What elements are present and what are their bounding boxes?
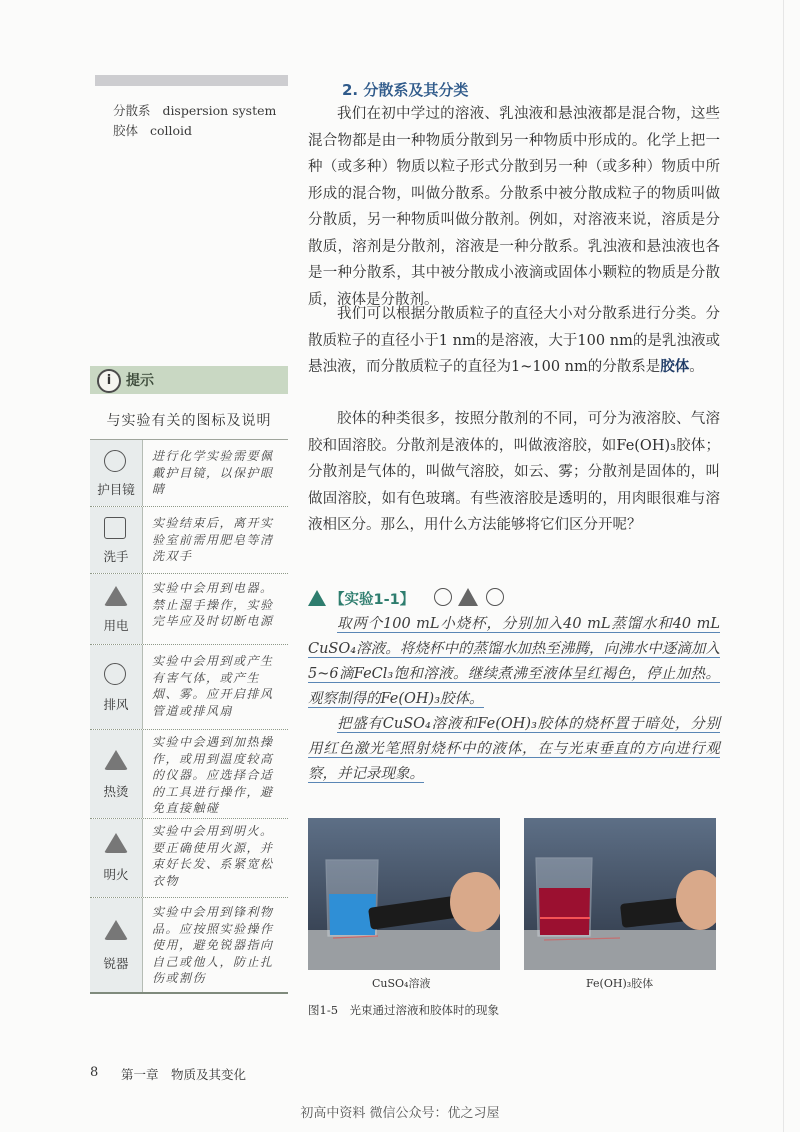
info-icon: i xyxy=(97,369,121,393)
experiment-title: 【实验1-1】 xyxy=(330,592,415,608)
tips-row-text: 实验中会用到电器。禁止湿手操作，实验完毕应及时切断电源 xyxy=(152,581,274,628)
tips-row-label: 洗手 xyxy=(103,549,129,564)
wash-hands-icon xyxy=(486,588,504,606)
tips-row-text: 实验中会用到锋利物品。应按照实验操作使用，避免锐器指向自己或他人，防止扎伤或割伤 xyxy=(152,905,274,985)
goggles-icon xyxy=(434,588,452,606)
tips-row-open-flame xyxy=(90,819,288,898)
term-colloid: 胶体 xyxy=(660,358,690,375)
paragraph-1: 我们在初中学过的溶液、乳浊液和悬浊液都是混合物，这些混合物都是由一种物质分散到另一种物质中形成的。化学上把一种（或多种）物质以粒子形式分散到另一种（或多种）物质中所形成的混合物，叫做分散系。分散系中被分散成粒子的物质叫做分散质，另一种物质叫做分散剂。例如，对溶液来说，溶质是分散质，溶剂是分散剂，溶液是一种分散系。乳浊液和悬浊液也各是一种分散系，其中被分散成小液滴或固体小颗粒的物质是分散质，液体是分散剂。 xyxy=(308,106,720,308)
tips-row-electricity xyxy=(90,574,288,645)
ventilation-icon xyxy=(104,663,126,685)
divider xyxy=(90,992,288,994)
watermark: 初高中资料 微信公众号：优之习屋 xyxy=(300,1106,500,1121)
open-flame-icon xyxy=(104,833,128,853)
paragraph-2-end: 。 xyxy=(689,359,704,375)
experiment-step-1-text: 取两个100 mL小烧杯，分别加入40 mL蒸馏水和40 mL CuSO₄溶液。将烧杯中的蒸馏水加热至沸腾，向沸水中逐滴加入5~6滴FeCl₃饱和溶液。继续煮沸至液体呈红褐色，停止加热。观察制得的Fe(OH)₃胶体。 xyxy=(308,616,720,707)
section-title: 2. 分散系及其分类 xyxy=(342,81,469,99)
wash-hands-icon xyxy=(104,517,126,539)
photo-cuso4-solution xyxy=(308,818,500,970)
paragraph-2 xyxy=(308,301,720,381)
glossary-term-en: colloid xyxy=(149,123,192,138)
tips-row-label: 护目镜 xyxy=(97,482,135,497)
glossary-term-en: dispersion system xyxy=(162,103,277,118)
paragraph-2-text: 我们可以根据分散质粒子的直径大小对分散系进行分类。分散质粒子的直径小于1 nm的是溶液，大于100 nm的是乳浊液或悬浊液，而分散质粒子的直径为1~100 nm的分散系是 xyxy=(308,306,720,375)
paragraph-3: 胶体的种类很多，按照分散剂的不同，可分为液溶胶、气溶胶和固溶胶。分散剂是液体的，叫做液溶胶，如Fe(OH)₃胶体；分散剂是气体的，叫做气溶胶，如云、雾；分散剂是固体的，叫做固溶胶，如有色玻璃。有些液溶胶是透明的，用肉眼很难与溶液相区分。那么，用什么方法能够将它们区分开呢？ xyxy=(308,411,720,533)
tips-row-label: 排风 xyxy=(103,697,129,712)
glossary-item xyxy=(113,121,276,141)
tips-panel xyxy=(90,366,288,994)
hot-icon xyxy=(458,588,478,606)
feoh3-liquid xyxy=(539,888,590,935)
electricity-icon xyxy=(104,586,128,606)
experiment-step-2-text: 把盛有CuSO₄溶液和Fe(OH)₃胶体的烧杯置于暗处，分别用红色激光笔照射烧杯中的液体，在与光束垂直的方向进行观察，并记录现象。 xyxy=(308,716,720,782)
tips-row-text: 实验中会用到或产生有害气体，或产生烟、雾。应开启排风管道或排风扇 xyxy=(152,654,274,718)
right-photo-caption: Fe(OH)₃胶体 xyxy=(586,977,654,990)
chapter-title: 第一章 物质及其变化 xyxy=(121,1067,247,1082)
glossary-term-zh: 胶体 xyxy=(113,123,139,138)
photo-drawing xyxy=(524,818,716,970)
tips-row-goggles xyxy=(90,440,288,507)
tips-header xyxy=(90,366,288,394)
glossary-bar xyxy=(95,75,288,86)
goggles-icon xyxy=(104,450,126,472)
page-number: 8 xyxy=(90,1065,99,1080)
tips-title: 提示 xyxy=(126,373,154,389)
tips-row-label: 热烫 xyxy=(103,784,129,799)
experiment-step-1 xyxy=(308,612,720,712)
left-photo-caption: CuSO₄溶液 xyxy=(372,977,431,990)
glossary-item xyxy=(113,101,276,121)
figure-caption: 图1-5 光束通过溶液和胶体时的现象 xyxy=(308,1003,500,1017)
photo-drawing xyxy=(308,818,500,970)
tips-row-text: 实验结束后，离开实验室前需用肥皂等清洗双手 xyxy=(152,516,274,563)
hot-icon xyxy=(104,750,128,770)
tips-row-label: 用电 xyxy=(103,618,129,633)
tips-row-wash-hands xyxy=(90,507,288,574)
sharp-object-icon xyxy=(104,920,128,940)
tips-row-label: 明火 xyxy=(103,867,129,882)
tips-row-text: 实验中会用到明火。要正确使用火源，并束好长发、系紧宽松衣物 xyxy=(152,824,274,888)
glossary-term-zh: 分散系 xyxy=(113,103,151,118)
tips-row-text: 进行化学实验需要佩戴护目镜，以保护眼睛 xyxy=(152,449,274,496)
tips-row-sharp xyxy=(90,898,288,992)
tips-subtitle: 与实验有关的图标及说明 xyxy=(106,413,272,429)
tips-row-text: 实验中会遇到加热操作，或用到温度较高的仪器。应选择合适的工具进行操作，避免直接触碰 xyxy=(152,735,274,815)
tips-row-ventilation xyxy=(90,645,288,730)
tips-row-hot xyxy=(90,730,288,819)
tips-row-label: 锐器 xyxy=(103,956,129,971)
page-edge xyxy=(783,0,784,1132)
hand xyxy=(450,872,500,932)
experiment-step-2 xyxy=(308,712,720,787)
glossary xyxy=(113,101,276,141)
photo-feoh3-colloid xyxy=(524,818,716,970)
experiment-flask-icon xyxy=(308,590,326,606)
